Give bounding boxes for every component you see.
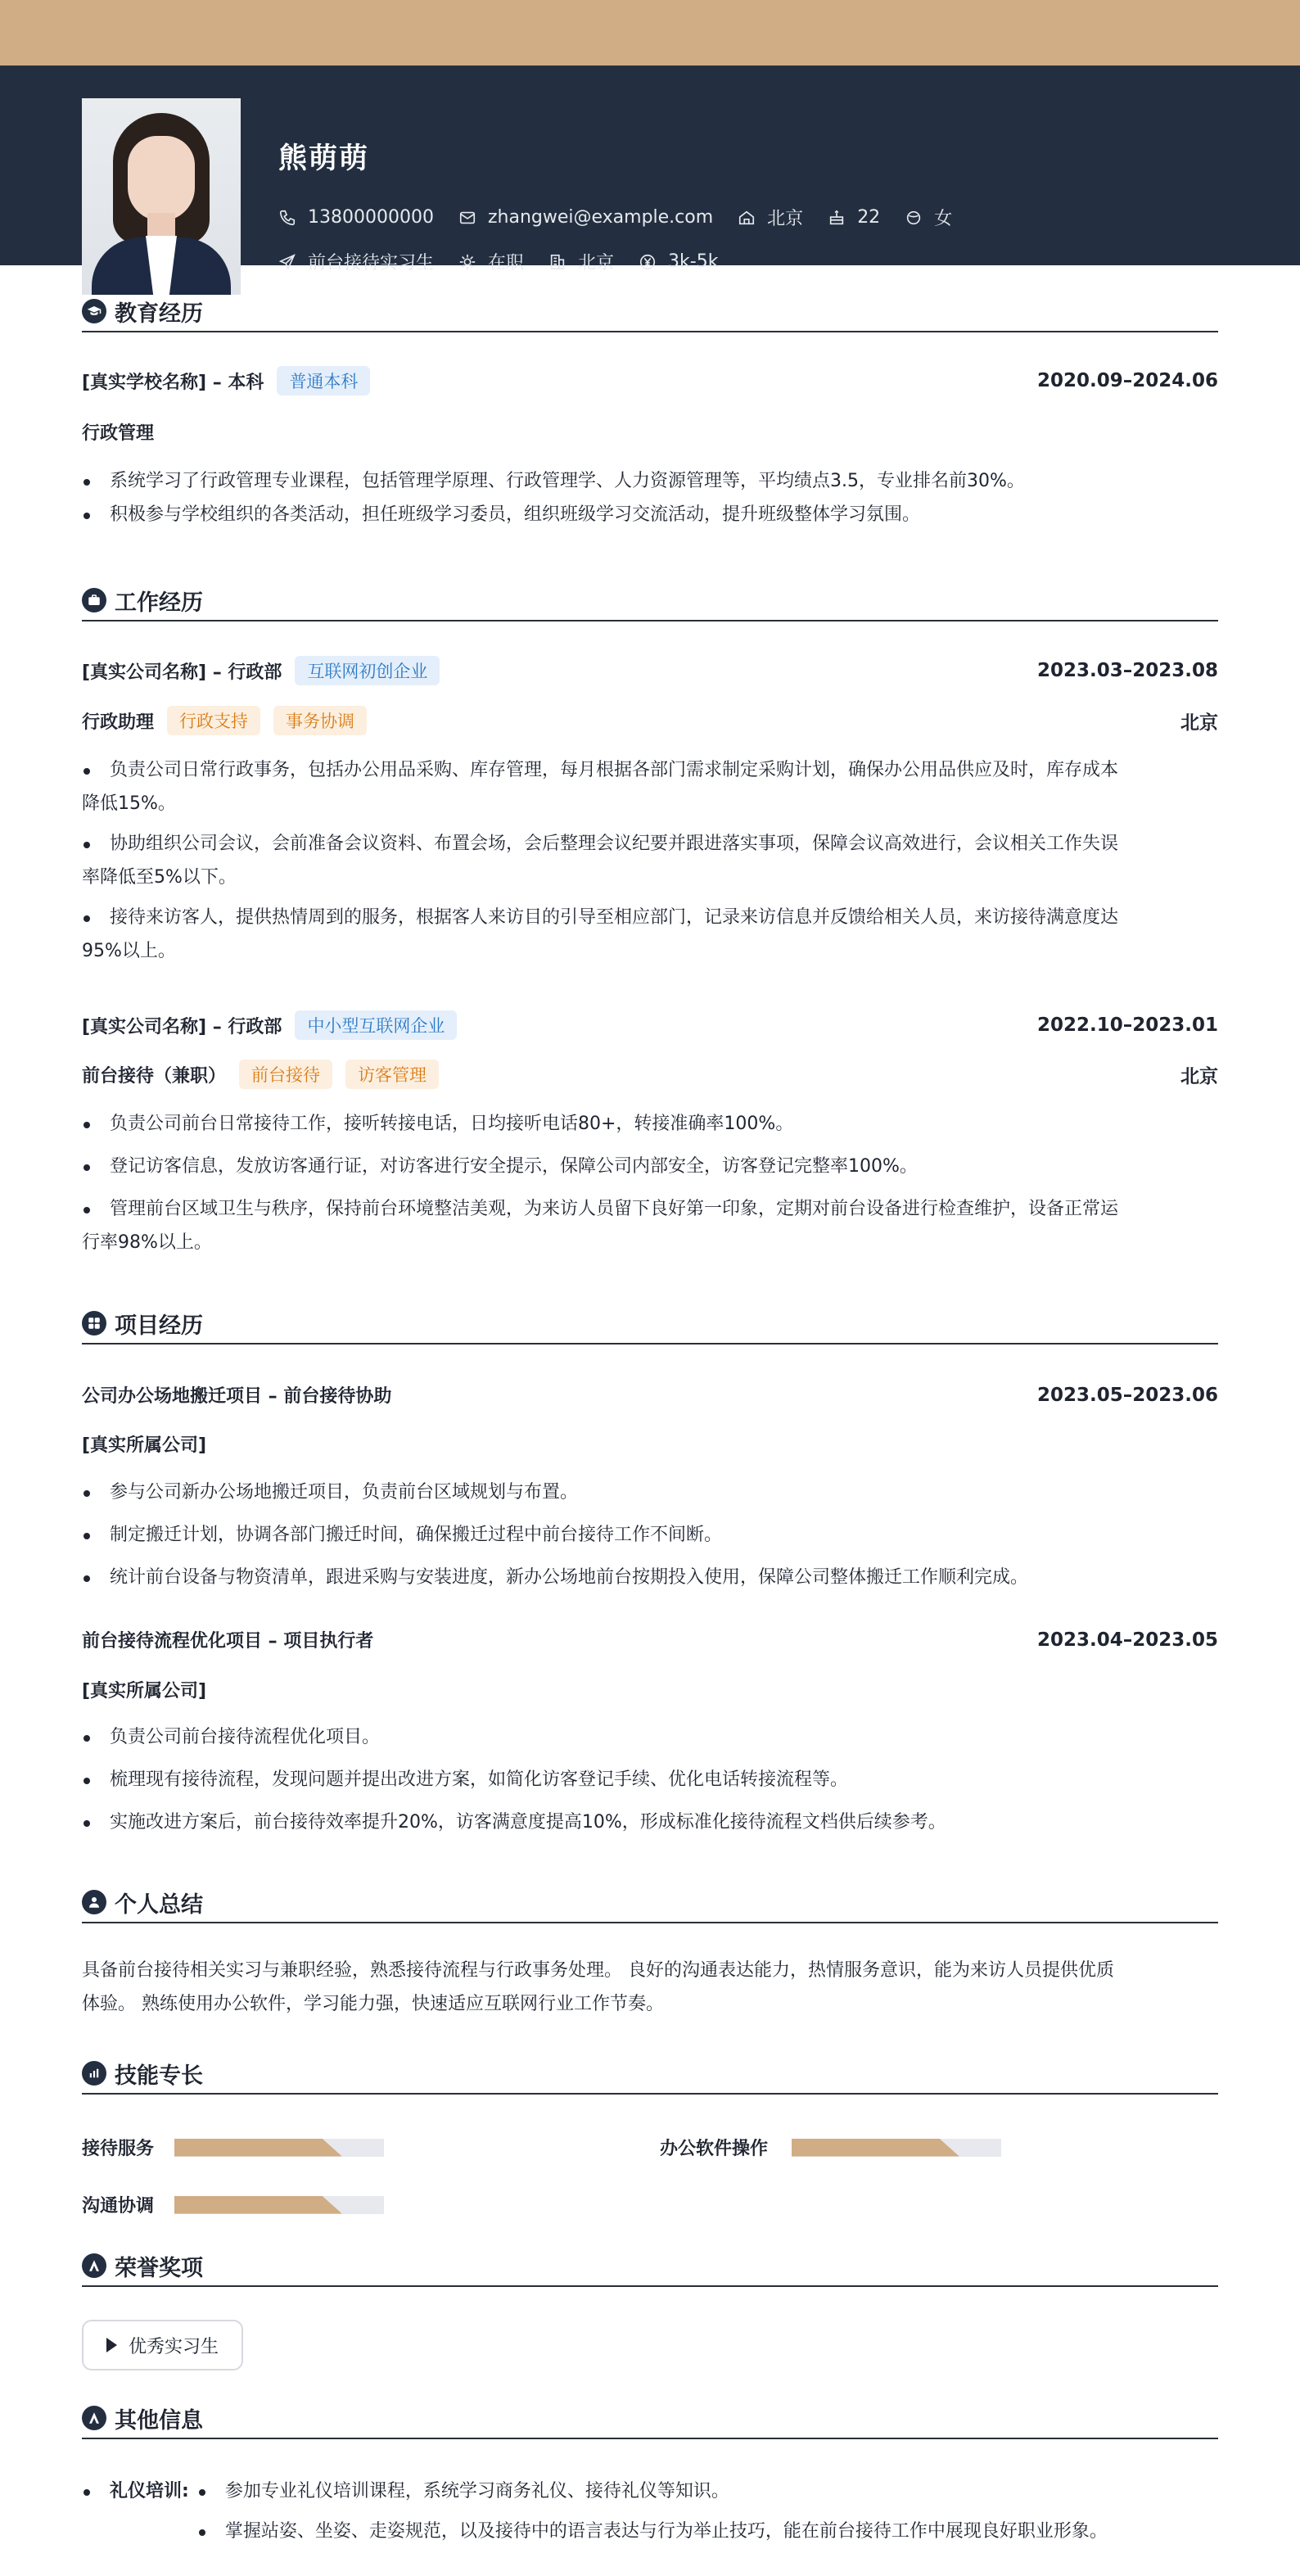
- skill-level-bar: [792, 2139, 1001, 2157]
- skill-level-bar: [174, 2139, 384, 2157]
- degree-tag: 普通本科: [277, 366, 370, 395]
- list-item-continuation: 行率98%以上。: [82, 1232, 212, 1253]
- projects-header: [82, 1304, 1218, 1344]
- project-2-org: [82, 1677, 1218, 1702]
- list-item: 统计前台设备与物资清单，跟进采购与安装进度，新办公场地前台按期投入使用，保障公司整体搬迁工作顺利完成。: [82, 1561, 1218, 1594]
- list-item: 掌握站姿、坐姿、走姿规范，以及接待中的语言表达与行为举止技巧，能在前台接待工作中展现良好职业形象。: [197, 2515, 1108, 2548]
- job-2-role-row: [82, 1060, 1218, 1089]
- home-icon: [738, 209, 756, 227]
- summary-section: [82, 1882, 1218, 1923]
- school-name: [真实学校名称] – 本科: [82, 372, 264, 393]
- award-label: 优秀实习生: [129, 2336, 219, 2357]
- list-item: 管理前台区域卫生与秩序，保持前台环境整洁美观，为来访人员留下良好第一印象，定期对前台设备进行检查维护，设备正常运: [82, 1192, 1218, 1226]
- awards-title: 荣誉奖项: [115, 2255, 203, 2281]
- job-target-item: [278, 249, 434, 274]
- job-1-role-row: [82, 706, 1218, 735]
- skill-item: [660, 2135, 1001, 2160]
- skill-tag: 前台接待: [239, 1060, 332, 1089]
- major-row: [82, 419, 1218, 445]
- project-1-header: [82, 1382, 1218, 1408]
- list-item-continuation: 95%以上。: [82, 941, 176, 961]
- gear-icon: [458, 253, 476, 271]
- summary-header: [82, 1882, 1218, 1923]
- other-content: [82, 2474, 1218, 2548]
- gender-text: 女: [934, 209, 953, 229]
- list-item: 制定搬迁计划，协调各部门搬迁时间，确保搬迁过程中前台接待工作不间断。: [82, 1518, 1218, 1552]
- work-city-item: [548, 249, 614, 274]
- project-org: [真实所属公司]: [82, 1435, 207, 1456]
- skill-tag: 事务协调: [273, 706, 367, 735]
- work-section: [82, 581, 1218, 621]
- education-entry: [82, 366, 1218, 395]
- skill-item: [82, 2192, 384, 2217]
- job-1-bullets: [82, 753, 1218, 968]
- project-name: 前台接待流程优化项目 – 项目执行者: [82, 1631, 374, 1652]
- job-1-header: [82, 656, 1218, 685]
- summary-line: 具备前台接待相关实习与兼职经验，熟悉接待流程与行政事务处理。 良好的沟通表达能力，热情服务意识，能为来访人员提供优质: [82, 1960, 1114, 1981]
- other-header: [82, 2398, 1218, 2439]
- play-icon: [106, 2338, 117, 2352]
- skill-name: 接待服务: [82, 2139, 155, 2159]
- profile-photo: [82, 98, 241, 295]
- salary-item: [639, 251, 718, 272]
- job-date: 2023.03–2023.08: [1036, 660, 1218, 681]
- job-2-header: [82, 1010, 1218, 1040]
- education-header: [82, 291, 1218, 332]
- list-item: 协助组织公司会议，会前准备会议资料、布置会场，会后整理会议纪要并跟进落实事项，保障会议高效进行，会议相关工作失误: [82, 827, 1218, 861]
- other-title: 其他信息: [115, 2407, 203, 2434]
- company-type-tag: 互联网初创企业: [295, 656, 440, 685]
- project-2-bullets: [82, 1720, 1218, 1839]
- send-icon: [278, 253, 296, 271]
- projects-title: 项目经历: [115, 1313, 203, 1339]
- project-1-bullets: [82, 1476, 1218, 1594]
- projects-section: [82, 1304, 1218, 1344]
- award-icon: [82, 2253, 106, 2278]
- briefcase-icon: [82, 588, 106, 612]
- yuan-icon: [639, 253, 657, 271]
- salary-text: 3k-5k: [668, 251, 719, 272]
- mail-icon: [458, 209, 476, 227]
- list-item: 参加专业礼仪培训课程，系统学习商务礼仪、接待礼仪等知识。: [197, 2474, 1108, 2508]
- age-text: 22: [857, 207, 881, 228]
- job-target-text: 前台接待实习生: [308, 253, 435, 273]
- summary-title: 个人总结: [115, 1891, 203, 1918]
- project-2-header: [82, 1627, 1218, 1652]
- major-name: 行政管理: [82, 423, 155, 444]
- age-item: [828, 207, 880, 228]
- work-header: [82, 581, 1218, 621]
- project-1-org: [82, 1431, 1218, 1457]
- other-section: [82, 2398, 1218, 2439]
- location-item: [738, 205, 803, 230]
- project-date: 2023.05–2023.06: [1036, 1384, 1218, 1406]
- list-item-continuation: 降低15%。: [82, 793, 176, 814]
- list-item: 系统学习了行政管理专业课程，包括管理学原理、行政管理学、人力资源管理等，平均绩点3.5，专业排名前30%。: [82, 464, 1218, 498]
- phone-icon: [278, 209, 296, 227]
- contact-row: [278, 205, 977, 230]
- gender-item: [905, 205, 952, 230]
- project-org: [真实所属公司]: [82, 1681, 207, 1702]
- list-item: 实施改进方案后，前台接待效率提升20%，访客满意度提高10%，形成标准化接待流程文档供后续参考。: [82, 1805, 1218, 1839]
- job-date: 2022.10–2023.01: [1036, 1015, 1218, 1036]
- awards-section: [82, 2246, 1218, 2287]
- award-item-button[interactable]: [82, 2320, 243, 2370]
- top-accent-band: [0, 0, 1300, 66]
- skill-tag: 行政支持: [167, 706, 260, 735]
- candidate-name: 熊萌萌: [278, 142, 370, 175]
- skills-header: [82, 2054, 1218, 2095]
- company-name: [真实公司名称] – 行政部: [82, 1016, 282, 1037]
- job-2-bullets: [82, 1107, 1218, 1259]
- list-item: 负责公司前台接待流程优化项目。: [82, 1720, 1218, 1754]
- user-icon: [82, 1890, 106, 1914]
- bar-chart-icon: [82, 2061, 106, 2086]
- company-name: [真实公司名称] – 行政部: [82, 662, 282, 683]
- work-title: 工作经历: [115, 590, 203, 616]
- list-item: 接待来访客人，提供热情周到的服务，根据客人来访目的引导至相应部门，记录来访信息并反馈给相关人员，来访接待满意度达: [82, 901, 1218, 934]
- education-date: 2020.09–2024.06: [1036, 370, 1218, 391]
- email-item: [458, 207, 713, 228]
- education-bullets: [82, 464, 1218, 531]
- building-icon: [548, 253, 566, 271]
- work-city-text: 北京: [578, 253, 615, 273]
- skill-name: 办公软件操作: [660, 2139, 769, 2159]
- job-city: 北京: [1180, 1065, 1218, 1087]
- list-item-continuation: 率降低至5%以下。: [82, 867, 237, 888]
- skill-name: 沟通协调: [82, 2196, 155, 2217]
- list-item: 梳理现有接待流程，发现问题并提出改进方案，如简化访客登记手续、优化电话转接流程等。: [82, 1763, 1218, 1796]
- graduation-cap-icon: [82, 299, 106, 323]
- job-intent-row: [278, 249, 743, 274]
- phone-item: [278, 207, 434, 228]
- list-item: 登记访客信息，发放访客通行证，对访客进行安全提示，保障公司内部安全，访客登记完整率100%。: [82, 1150, 1218, 1183]
- other-label: 礼仪培训:: [82, 2474, 189, 2508]
- phone-text: 13800000000: [308, 207, 434, 228]
- job-role: 前台接待（兼职）: [82, 1065, 227, 1087]
- status-text: 在职: [488, 253, 525, 273]
- skills-title: 技能专长: [115, 2063, 203, 2089]
- cake-icon: [828, 209, 846, 227]
- project-name: 公司办公场地搬迁项目 – 前台接待协助: [82, 1386, 392, 1407]
- awards-header: [82, 2246, 1218, 2287]
- list-item: 负责公司日常行政事务，包括办公用品采购、库存管理，每月根据各部门需求制定采购计划，确保办公用品供应及时，库存成本: [82, 753, 1218, 787]
- skill-level-bar: [174, 2196, 384, 2214]
- gender-icon: [905, 209, 923, 227]
- summary-text: [82, 1954, 1218, 2021]
- company-type-tag: 中小型互联网企业: [295, 1010, 457, 1040]
- list-item: 负责公司前台日常接待工作，接听转接电话，日均接听电话80+，转接准确率100%。: [82, 1107, 1218, 1141]
- grid-icon: [82, 1311, 106, 1335]
- email-text: zhangwei@example.com: [487, 207, 714, 228]
- list-item: 参与公司新办公场地搬迁项目，负责前台区域规划与布置。: [82, 1476, 1218, 1509]
- education-section: [82, 291, 1218, 332]
- status-item: [458, 249, 524, 274]
- skills-section: [82, 2054, 1218, 2095]
- resume-header: [0, 66, 1300, 273]
- job-role: 行政助理: [82, 712, 155, 733]
- list-item: 积极参与学校组织的各类活动，担任班级学习委员，组织班级学习交流活动，提升班级整体学习氛围。: [82, 498, 1218, 531]
- project-date: 2023.04–2023.05: [1036, 1629, 1218, 1651]
- skill-item: [82, 2135, 384, 2160]
- skill-tag: 访客管理: [345, 1060, 439, 1089]
- info-icon: [82, 2406, 106, 2430]
- job-city: 北京: [1180, 712, 1218, 734]
- summary-line: 体验。 熟练使用办公软件，学习能力强，快速适应互联网行业工作节奏。: [82, 1994, 664, 2014]
- education-title: 教育经历: [115, 301, 203, 327]
- location-text: 北京: [767, 209, 804, 229]
